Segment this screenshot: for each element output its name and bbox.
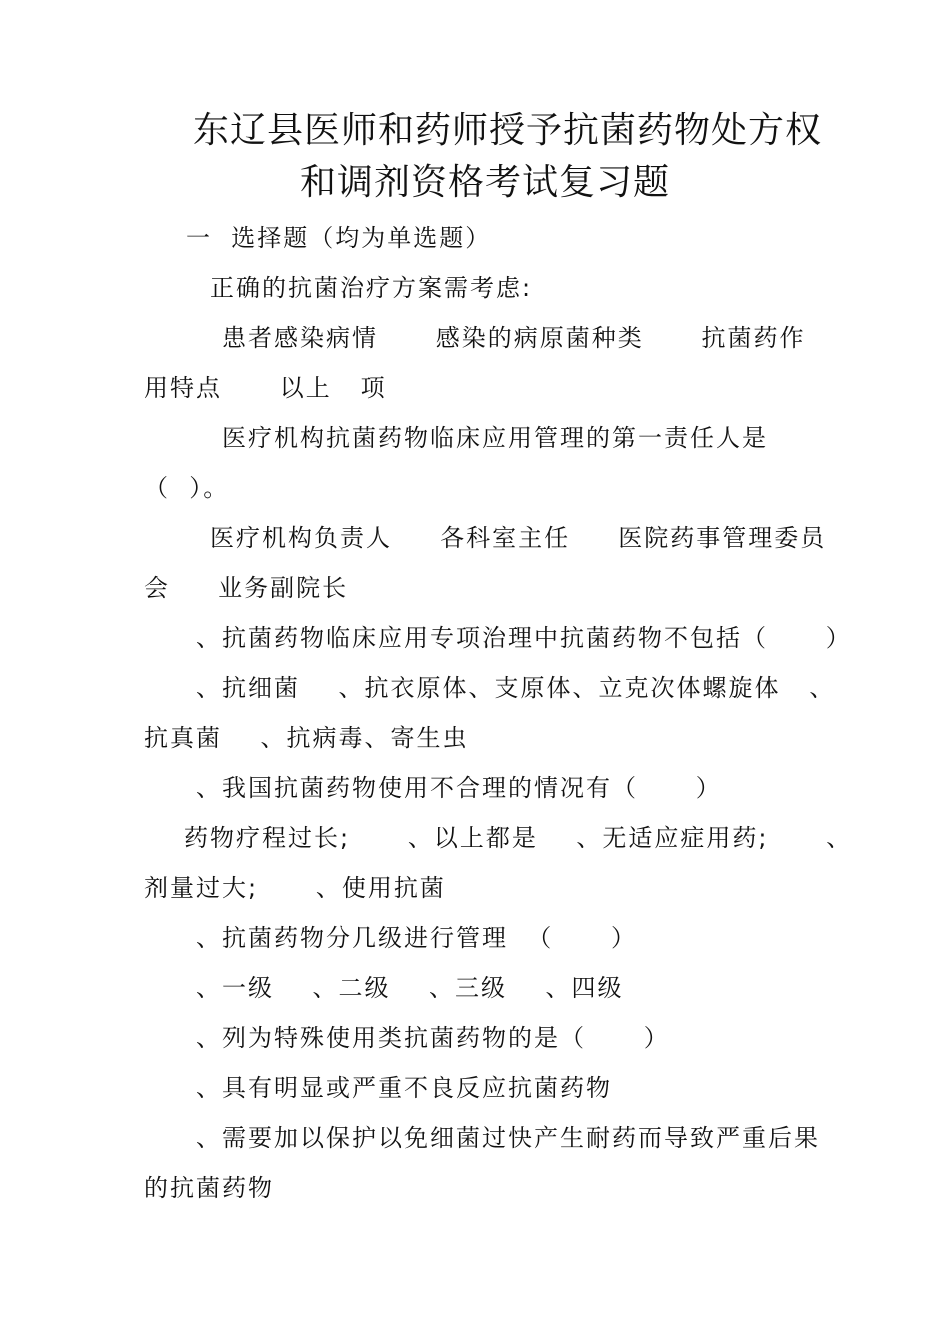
question-6-option-a: 、具有明显或严重不良反应抗菌药物 xyxy=(196,1074,612,1102)
question-2-text: 医疗机构抗菌药物临床应用管理的第一责任人是 xyxy=(222,424,768,452)
question-5-text: 、抗菌药物分几级进行管理 （ ） xyxy=(196,924,638,952)
question-2-text-cont: （ ）。 xyxy=(144,474,230,502)
question-4-options: 药物疗程过长; 、以上都是 、无适应症用药; 、 xyxy=(184,824,853,852)
question-6-text: 、列为特殊使用类抗菌药物的是（ ） xyxy=(196,1024,670,1052)
section-heading: 一 选择题（均为单选题） xyxy=(186,224,492,252)
question-2-options: 医疗机构负责人 各科室主任 医院药事管理委员 xyxy=(210,524,827,552)
question-3-options-cont: 抗真菌 、抗病毒、寄生虫 xyxy=(144,724,469,752)
question-3-text: 、抗菌药物临床应用专项治理中抗菌药物不包括（ ） xyxy=(196,624,852,652)
question-5-options: 、一级 、二级 、三级 、四级 xyxy=(196,974,624,1002)
document-title-line-2: 和调剂资格考试复习题 xyxy=(300,162,671,203)
question-3-options: 、抗细菌 、抗衣原体、支原体、立克次体螺旋体 、 xyxy=(196,674,836,702)
question-1-text: 正确的抗菌治疗方案需考虑: xyxy=(210,274,533,302)
document-title-line-1: 东辽县医师和药师授予抗菌药物处方权 xyxy=(193,110,823,151)
question-2-options-cont: 会 业务副院长 xyxy=(144,574,349,602)
question-1-options-cont: 用特点 以上 项 xyxy=(144,374,387,402)
question-6-option-b-cont: 的抗菌药物 xyxy=(144,1174,274,1202)
question-6-option-b: 、需要加以保护以免细菌过快产生耐药而导致严重后果 xyxy=(196,1124,820,1152)
question-4-options-cont: 剂量过大; 、使用抗菌 xyxy=(144,874,446,902)
question-4-text: 、我国抗菌药物使用不合理的情况有（ ） xyxy=(196,774,722,802)
question-1-options: 患者感染病情 感染的病原菌种类 抗菌药作 xyxy=(222,324,806,352)
